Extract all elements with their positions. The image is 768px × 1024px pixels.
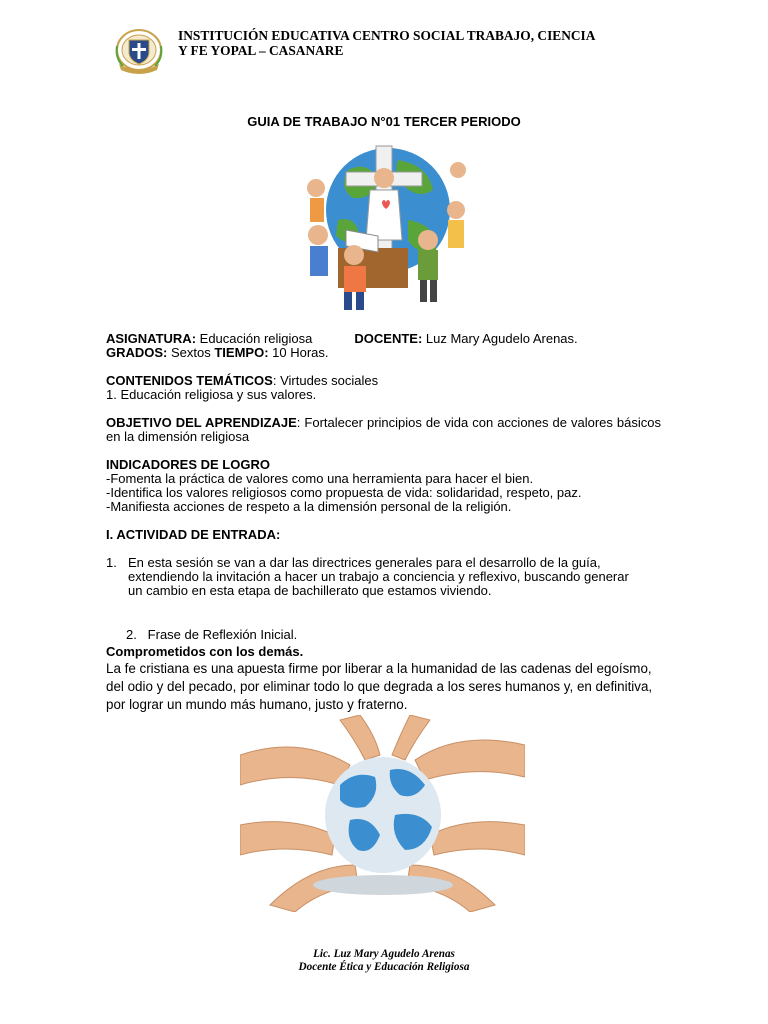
asignatura-row	[106, 332, 661, 346]
institution-line1: INSTITUCIÓN EDUCATIVA CENTRO SOCIAL TRABAJO, CIENCIA	[178, 28, 596, 43]
actividad-item-1	[106, 556, 646, 598]
page-title: GUIA DE TRABAJO N°01 TERCER PERIODO	[247, 114, 521, 129]
objetivo-label: OBJETIVO DEL APRENDIZAJE	[106, 415, 297, 430]
docente-value: Luz Mary Agudelo Arenas.	[422, 331, 578, 346]
footer-line2: Docente Ética y Educación Religiosa	[298, 961, 470, 973]
tiempo-label: TIEMPO:	[214, 345, 269, 360]
footer-line1: Lic. Luz Mary Agudelo Arenas	[313, 948, 455, 960]
indicador-item: -Fomenta la práctica de valores como una herramienta para hacer el bien.	[106, 471, 534, 486]
reflexion-heading: Comprometidos con los demás.	[106, 644, 304, 659]
children-around-globe-illustration	[298, 140, 472, 316]
asignatura-value: Educación religiosa	[196, 331, 313, 346]
institution-line2: Y FE YOPAL – CASANARE	[178, 43, 344, 58]
school-crest-icon	[113, 28, 165, 76]
indicador-item: -Identifica los valores religiosos como propuesta de vida: solidaridad, respeto, paz.	[106, 485, 582, 500]
indicador-item: -Manifiesta acciones de respeto a la dimensión personal de la religión.	[106, 499, 512, 514]
contenidos-value: : Virtudes sociales	[272, 373, 379, 388]
course-info	[106, 332, 661, 360]
institution-name	[178, 28, 678, 58]
contenidos-label: CONTENIDOS TEMÁTICOS	[106, 373, 273, 388]
indicadores-label: INDICADORES DE LOGRO	[106, 457, 270, 472]
hands-holding-globe-illustration	[240, 715, 525, 912]
docente-label: DOCENTE:	[354, 331, 423, 346]
asignatura-label: ASIGNATURA:	[106, 331, 197, 346]
tiempo-value: 10 Horas.	[268, 345, 329, 360]
reflexion-text: La fe cristiana es una apuesta firme por liberar a la humanidad de las cadenas del egoísmo, del odio y del pecado, por eliminar todo lo que degrada a los seres humanos y, en definitiva, por lograr un mundo más humano, justo y fraterno.	[106, 661, 653, 712]
grados-row	[106, 346, 661, 360]
objetivo-value: : Fortalecer principios de vida con acciones de valores básicos en la dimensión religiosa	[106, 415, 661, 444]
indicadores-section	[106, 458, 661, 514]
actividad-item-2: 2. Frase de Reflexión Inicial.	[126, 627, 298, 642]
contenidos-section	[106, 374, 661, 402]
grados-value: Sextos	[167, 345, 215, 360]
list-number: 1.	[106, 555, 117, 570]
grados-label: GRADOS:	[106, 345, 168, 360]
actividad-title: I. ACTIVIDAD DE ENTRADA:	[106, 527, 281, 542]
objetivo-section	[106, 416, 661, 444]
list-text: En esta sesión se van a dar las directrices generales para el desarrollo de la guía, extendiendo la invitación a hacer un trabajo a conciencia y reflexivo, buscando generar un cambio en esta etapa de bachillerato que estamos viviendo.	[128, 555, 629, 598]
contenidos-line2: 1. Educación religiosa y sus valores.	[106, 387, 317, 402]
footer-signature	[0, 948, 768, 974]
